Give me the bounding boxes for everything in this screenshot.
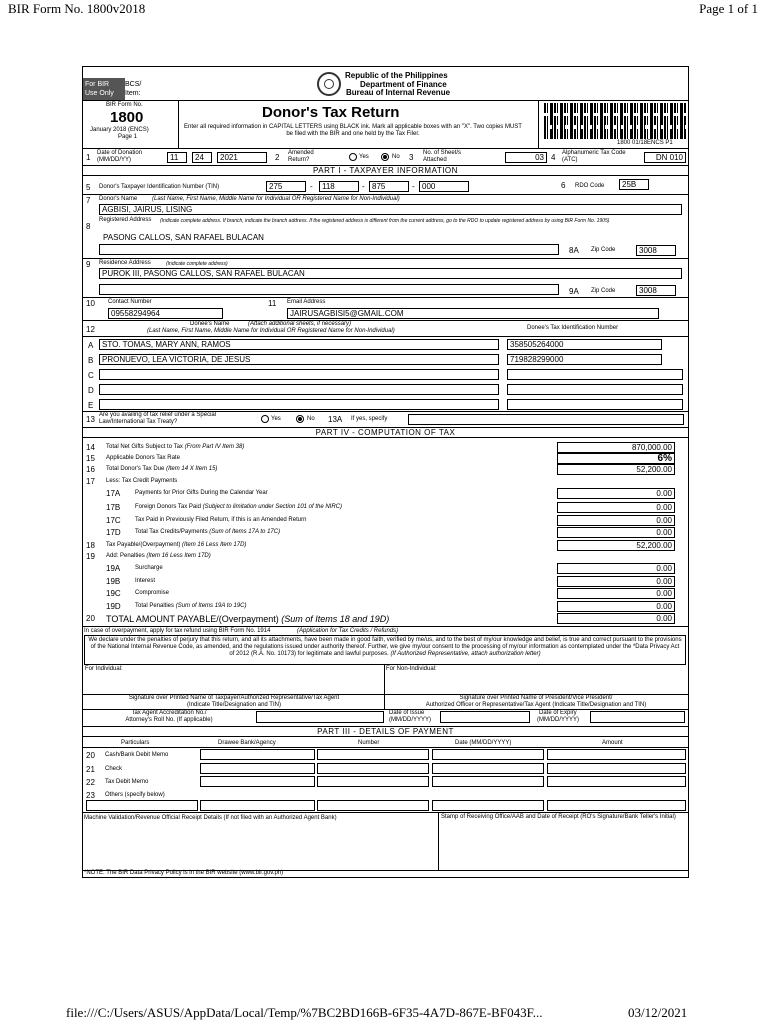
residence-address-field[interactable]: PUROK III, PASONG CALLOS, SAN RAFAEL BULACAN <box>99 268 682 279</box>
declaration-note: (If Authorized Representative, attach authorization letter) <box>390 651 541 657</box>
use-only-label: Use Only <box>85 90 114 97</box>
machine-validation-label: Machine Validation/Revenue Official Receipt Details (If not filed with an Authorized Agent Bank) <box>84 815 337 821</box>
contact-number-field[interactable]: 09558294964 <box>108 308 223 319</box>
item-13-label: Are you availing of tax relief under a Special Law/International Tax Treaty? <box>99 412 217 425</box>
payment-amount-field[interactable] <box>547 776 686 787</box>
row-number: 15 <box>86 454 95 463</box>
print-header-title: BIR Form No. 1800v2018 <box>8 1 146 16</box>
row-label <box>135 603 247 610</box>
item-7-label: Donor's Name <box>99 196 138 202</box>
item-2-label: Amended Return? <box>288 150 314 163</box>
item-13a-label: If yes, specify <box>351 416 388 422</box>
date-expiry-field[interactable] <box>590 711 685 723</box>
row-label-text: Total Net Gifts Subject to Tax <box>106 444 183 450</box>
payment-number-field[interactable] <box>317 763 429 774</box>
amended-yes-radio[interactable] <box>349 153 357 161</box>
row-amount-field[interactable]: 0.00 <box>557 613 675 624</box>
tin-part3-field[interactable]: 875 <box>369 181 409 192</box>
row-amount-field[interactable]: 0.00 <box>557 563 675 574</box>
row-number: 20 <box>86 614 95 623</box>
row-label <box>135 490 268 497</box>
payment-bank-field[interactable] <box>200 776 315 787</box>
signature-individual-sublabel: (Indicate Title/Designation and TIN) <box>187 702 281 708</box>
row-label <box>135 578 155 585</box>
row-note: (Item 14 X Item 15) <box>166 466 218 472</box>
row-amount-field[interactable]: 0.00 <box>557 588 675 599</box>
refund-label: In case of overpayment, apply for tax refund using BIR Form No. 1914 <box>84 628 271 634</box>
row-label-text: Surcharge <box>135 565 163 571</box>
payment-row-label: Cash/Bank Debit Memo <box>105 752 169 758</box>
payment-row-number: 20 <box>86 751 95 760</box>
row-label <box>135 565 163 572</box>
stamp-label: Stamp of Receiving Office/AAB and Date of Receipt (RO's Signature/Bank Teller's Initial) <box>441 814 676 820</box>
date-expiry-format: (MM/DD/YYYY) <box>537 717 579 723</box>
donee-tin-field[interactable]: 358505264000 <box>507 339 662 350</box>
row-label-text: Add: Penalties <box>106 553 145 559</box>
relief-no-radio[interactable] <box>296 415 304 423</box>
form-title: Donor's Tax Return <box>262 104 400 121</box>
date-issue-label: Date of Issue <box>389 710 425 716</box>
item-3-number: 3 <box>409 153 414 162</box>
attorney-roll-label: Attorney's Roll No. (If applicable) <box>125 717 213 723</box>
signature-non-individual-sublabel: Authorized Officer or Representative/Tax Agent (Indicate Title/Designation and TIN) <box>425 702 647 708</box>
page-label: Page 1 <box>118 134 138 140</box>
form-no-label: BIR Form No. <box>106 102 143 108</box>
row-number: 19D <box>106 602 121 611</box>
donee-tin-field[interactable] <box>507 399 683 410</box>
item-5-label: Donor's Taxpayer Identification Number (TIN) <box>99 184 220 190</box>
row-label <box>106 478 177 485</box>
row-note: (Sum of Items 17A to 17C) <box>209 529 281 535</box>
payment-amount-field[interactable] <box>547 749 686 760</box>
declaration-text: We declare under the penalties of perjury that this return, and all its attachments, have been made in good faith, verified by me/us, and to the best of my/our knowledge and belief, is true and correct pursuant to the provisions of the National Internal Revenue Code, as amended, and the regulations issued under authority thereof. Further, we give my/our consent to the processing of my/our information as contemplated under the *Data Privacy Act of 2012 (R.A. No. 10173) for legitimate and lawful purposes. <box>88 637 682 657</box>
part-4-header: PART IV - COMPUTATION OF TAX <box>83 427 688 438</box>
row-number: 17A <box>106 489 121 498</box>
row-number: 16 <box>86 465 95 474</box>
amended-no-radio[interactable] <box>381 153 389 161</box>
barcode-text: 1800 01/18ENCS P1 <box>617 140 673 146</box>
row-label-text: Foreign Donors Tax Paid <box>135 504 201 510</box>
payment-row-number: 21 <box>86 765 95 774</box>
row-label <box>135 529 280 536</box>
item-8-instruction: (Indicate complete address. If branch, indicate the branch address. If the registered address is different from the current address, go to the RDO to update registered address by using BIR Form No. 1905) <box>160 218 610 224</box>
donee-tin-field[interactable] <box>507 384 683 395</box>
item-5-number: 5 <box>86 183 91 192</box>
item-4-label: Alphanumeric Tax Code (ATC) <box>562 150 626 163</box>
row-label-text: Payments for Prior Gifts During the Calendar Year <box>135 490 268 496</box>
for-individual-label: For Individual: <box>85 666 123 672</box>
donee-name-field[interactable] <box>99 399 499 410</box>
relief-specify-field[interactable] <box>408 414 684 425</box>
row-label-text: TOTAL AMOUNT PAYABLE/(Overpayment) <box>106 614 279 624</box>
payment-date-field[interactable] <box>432 763 544 774</box>
col-number: Number <box>358 740 380 746</box>
form-number: 1800 <box>110 109 144 126</box>
col-particulars: Particulars <box>121 740 150 746</box>
tin-part1-field[interactable]: 275 <box>266 181 306 192</box>
row-label <box>135 590 169 597</box>
row-label-text: Compromise <box>135 590 170 596</box>
donee-letter: D <box>88 386 94 395</box>
item-12-number: 12 <box>86 325 95 334</box>
email-field[interactable]: JAIRUSAGBISI5@GMAIL.COM <box>287 308 659 319</box>
row-amount-field[interactable]: 0.00 <box>557 576 675 587</box>
item-4-number: 4 <box>551 153 556 162</box>
col-date: Date (MM/DD/YYYY) <box>455 740 512 746</box>
zip-9a-label: Zip Code <box>591 288 616 294</box>
row-amount-field[interactable]: 0.00 <box>557 601 675 612</box>
tin-dash-1: - <box>310 182 313 191</box>
agent-accreditation-field[interactable] <box>256 711 384 723</box>
row-number: 18 <box>86 541 95 550</box>
item-12-label: Donee's Name <box>190 321 230 327</box>
row-number: 19 <box>86 552 95 561</box>
bir-seal-icon <box>317 72 341 96</box>
item-11-label: Email Address <box>287 299 326 305</box>
item-6-label: RDO Code <box>575 183 605 189</box>
row-amount-field[interactable]: 0.00 <box>557 488 675 499</box>
donee-letter: E <box>88 401 94 410</box>
declaration-box <box>84 635 686 665</box>
donee-name-field[interactable]: STO. TOMAS, MARY ANN, RAMOS <box>99 339 499 350</box>
row-label <box>135 517 306 524</box>
payment-row-number: 22 <box>86 778 95 787</box>
row-amount-field[interactable]: 0.00 <box>557 527 675 538</box>
donor-name-field[interactable]: AGBISI, JAIRUS, LISING <box>99 204 682 215</box>
payment-number-field[interactable] <box>317 800 429 811</box>
bir-label: Bureau of Internal Revenue <box>346 88 451 97</box>
payment-date-field[interactable] <box>432 749 544 760</box>
atc-field[interactable]: DN 010 <box>644 152 686 163</box>
donee-letter: B <box>88 356 94 365</box>
date-issue-format: (MM/DD/YYYY) <box>389 717 431 723</box>
donee-tin-field[interactable]: 719828299000 <box>507 354 662 365</box>
item-8a-number: 8A <box>569 246 579 255</box>
item-13-number: 13 <box>86 415 95 424</box>
bcs-label: BCS/ <box>125 81 142 88</box>
item-10-label: Contact Number <box>108 299 152 305</box>
item-1-label: Date of Donation (MM/DD/YY) <box>97 150 143 163</box>
row-label-text: Applicable Donors Tax Rate <box>106 455 180 461</box>
print-footer-date: 03/12/2021 <box>628 1005 688 1020</box>
barcode-icon <box>544 103 686 139</box>
row-note: (Item 16 Less Item 17D) <box>146 553 211 559</box>
donee-name-field[interactable] <box>99 369 499 380</box>
date-issue-field[interactable] <box>440 711 530 723</box>
row-note: (From Part IV Item 38) <box>184 444 245 450</box>
row-note: (Item 16 Less Item 17D) <box>182 542 247 548</box>
dof-label: Department of Finance <box>360 80 447 89</box>
item-12-instruction: (Attach additional sheets, if necessary) <box>248 321 352 327</box>
row-number: 19A <box>106 564 121 573</box>
sheets-attached-field[interactable]: 03 <box>505 152 547 163</box>
item-11-number: 11 <box>268 299 277 308</box>
row-label <box>106 542 246 549</box>
tin-dash-2: - <box>362 182 365 191</box>
row-amount-field[interactable]: 6% <box>557 453 675 464</box>
item-8-number: 8 <box>86 222 91 231</box>
date-expiry-label: Date of Expiry <box>539 710 577 716</box>
row-number: 14 <box>86 443 95 452</box>
row-label-text: Less: Tax Credit Payments <box>106 478 178 484</box>
refund-instruction: (Application for Tax Credits / Refunds) <box>297 628 399 634</box>
signature-individual-label: Signature over Printed Name of Taxpayer/Authorized Representative/Tax Agent <box>128 695 340 701</box>
donee-letter: A <box>88 341 94 350</box>
row-number: 17D <box>106 528 121 537</box>
relief-no-label: No <box>307 416 315 422</box>
payment-date-field[interactable] <box>432 800 544 811</box>
part-3-header: PART III - DETAILS OF PAYMENT <box>83 726 688 737</box>
row-note: (Sum of Items 18 and 19D) <box>281 614 390 624</box>
row-label <box>106 553 211 560</box>
payment-amount-field[interactable] <box>547 800 686 811</box>
tin-part2-field[interactable]: 118 <box>319 181 359 192</box>
item-10-number: 10 <box>86 299 95 308</box>
item-9-label: Residence Address <box>99 260 151 266</box>
row-label <box>106 614 389 624</box>
print-header-page: Page 1 of 1 <box>699 1 758 16</box>
rdo-code-field[interactable]: 25B <box>619 179 649 190</box>
republic-label: Republic of the Philippines <box>345 71 448 80</box>
agent-accreditation-label: Tax Agent Accreditation No./ <box>131 710 207 716</box>
donee-tin-field[interactable] <box>507 369 683 380</box>
donee-name-field[interactable] <box>99 384 499 395</box>
relief-yes-label: Yes <box>271 416 281 422</box>
payment-number-field[interactable] <box>317 749 429 760</box>
donee-letter: C <box>88 371 94 380</box>
payment-other-field[interactable] <box>86 800 198 811</box>
row-amount-field[interactable]: 52,200.00 <box>557 464 675 475</box>
item-6-number: 6 <box>561 181 566 190</box>
row-label-text: Tax Payable/(Overpayment) <box>106 542 181 548</box>
relief-yes-radio[interactable] <box>261 415 269 423</box>
payment-row-number: 23 <box>86 791 95 800</box>
signature-non-individual-label: Signature over Printed Name of President/Vice President/ <box>459 695 613 701</box>
row-label-text: Total Tax Credits/Payments <box>135 529 208 535</box>
row-label-text: Tax Paid in Previously Filed Return, if this is an Amended Return <box>135 517 307 523</box>
donation-year-field[interactable]: 2021 <box>217 152 267 163</box>
zip-9a-field[interactable]: 3008 <box>636 285 676 296</box>
row-amount-field[interactable]: 0.00 <box>557 502 675 513</box>
payment-bank-field[interactable] <box>200 763 315 774</box>
for-bir-label: For BIR <box>85 81 110 88</box>
print-footer-path: file:///C:/Users/ASUS/AppData/Local/Temp/%7BC2BD166B-6F35-4A7D-867E-BF043F... <box>66 1005 543 1020</box>
registered-address-field[interactable] <box>99 244 559 255</box>
donee-tin-header: Donee's Tax Identification Number <box>527 325 619 331</box>
item-3-label: No. of Sheet/s Attached <box>423 150 462 163</box>
payment-number-field[interactable] <box>317 776 429 787</box>
zip-8a-field[interactable]: 3008 <box>636 245 676 256</box>
payment-bank-field[interactable] <box>200 800 315 811</box>
row-amount-field[interactable]: 0.00 <box>557 515 675 526</box>
part-1-header: PART I - TAXPAYER INFORMATION <box>83 165 688 176</box>
row-number: 19C <box>106 589 121 598</box>
payment-bank-field[interactable] <box>200 749 315 760</box>
item-9a-number: 9A <box>569 287 579 296</box>
row-number: 17C <box>106 516 121 525</box>
row-label-text: Interest <box>135 578 156 584</box>
item-12-subinstruction: (Last Name, First Name, Middle Name for Individual OR Registered Name for Non-Individual) <box>147 328 395 334</box>
item-13a-number: 13A <box>328 415 343 424</box>
row-label <box>106 466 217 473</box>
item-9-number: 9 <box>86 260 91 269</box>
payment-date-field[interactable] <box>432 776 544 787</box>
row-label-text: Total Penalties <box>135 603 175 609</box>
amended-yes-label: Yes <box>359 154 369 160</box>
form-instructions: Enter all required information in CAPITAL LETTERS using BLACK ink. Mark all applicable boxes with an "X". Two copies MUST be filed with the BIR and one held by the Tax Filer. <box>184 124 522 137</box>
row-note: (Sum of Items 19A to 19C) <box>175 603 247 609</box>
item-7-instruction: (Last Name, First Name, Middle Name for Individual OR Registered Name for Non-Individual) <box>152 196 400 202</box>
donation-day-field[interactable]: 24 <box>192 152 212 163</box>
payment-amount-field[interactable] <box>547 763 686 774</box>
row-note: (Subject to limitation under Section 101 of the NIRC) <box>202 504 343 510</box>
row-number: 17 <box>86 477 95 486</box>
col-amount: Amount <box>602 740 623 746</box>
form-date: January 2018 (ENCS) <box>90 127 149 133</box>
row-amount-field[interactable]: 870,000.00 <box>557 442 675 453</box>
item-8-label: Registered Address <box>99 217 152 223</box>
item-2-number: 2 <box>275 153 280 162</box>
item-label: Item: <box>125 90 141 97</box>
donation-month-field[interactable]: 11 <box>167 152 187 163</box>
row-label <box>106 455 180 462</box>
item-1-number: 1 <box>86 153 91 162</box>
row-amount-field[interactable]: 52,200.00 <box>557 540 675 551</box>
payment-row-label: Others (specify below) <box>105 792 165 798</box>
row-number: 17B <box>106 503 121 512</box>
for-non-individual-label: For Non-Individual: <box>386 666 437 672</box>
tin-dash-3: - <box>412 182 415 191</box>
col-drawee-bank: Drawee Bank/Agency <box>218 740 276 746</box>
amended-no-label: No <box>392 154 400 160</box>
privacy-note: *NOTE: The BIR Data Privacy Policy is in the BIR website (www.bir.gov.ph) <box>84 870 284 876</box>
row-label <box>135 504 342 511</box>
tin-part4-field[interactable]: 000 <box>419 181 469 192</box>
row-label-text: Total Donor's Tax Due <box>106 466 165 472</box>
item-7-number: 7 <box>86 196 91 205</box>
item-9-instruction: (Indicate complete address) <box>166 261 228 267</box>
residence-address-field-2[interactable] <box>99 284 559 295</box>
donee-name-field[interactable]: PRONUEVO, LEA VICTORIA, DE JESUS <box>99 354 499 365</box>
zip-8a-label: Zip Code <box>591 247 616 253</box>
row-label <box>106 444 244 451</box>
payment-row-label: Check <box>105 766 123 772</box>
registered-address-value: PASONG CALLOS, SAN RAFAEL BULACAN <box>103 233 264 242</box>
payment-row-label: Tax Debit Memo <box>105 779 149 785</box>
row-number: 19B <box>106 577 121 586</box>
